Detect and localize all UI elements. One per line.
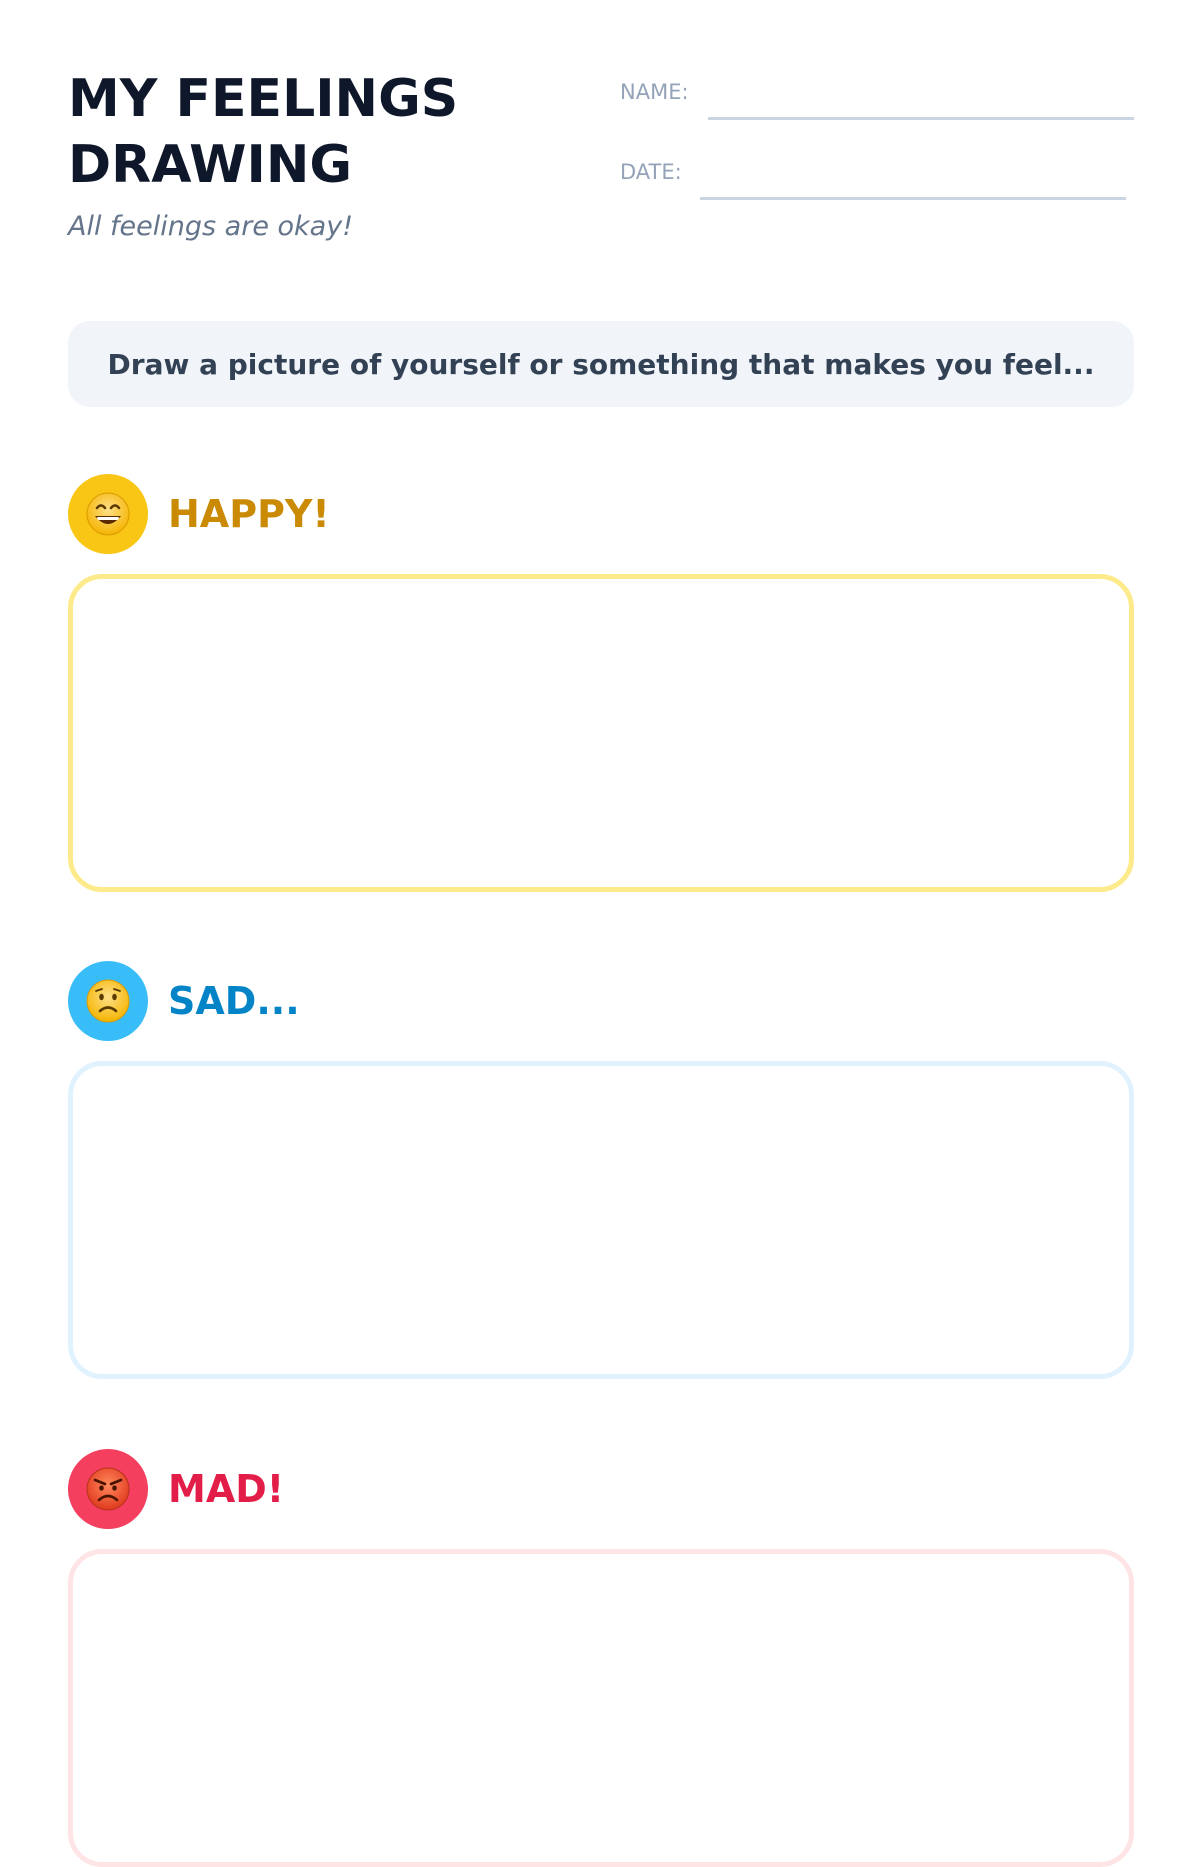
sad-section <box>68 961 1134 1041</box>
happy-header <box>68 474 1134 554</box>
grinning-face-icon <box>68 474 148 554</box>
mad-drawing-area[interactable] <box>68 1549 1134 1867</box>
instruction-banner: Draw a picture of yourself or something that makes you feel... <box>68 321 1134 407</box>
grinning-face-icon-svg <box>85 491 131 537</box>
date-label: DATE: <box>620 160 682 184</box>
angry-face-icon-svg <box>85 1466 131 1512</box>
frowning-face-icon <box>68 961 148 1041</box>
name-write-line[interactable] <box>708 117 1134 120</box>
name-field[interactable] <box>620 72 1134 120</box>
happy-drawing-area[interactable] <box>68 574 1134 892</box>
angry-face-icon <box>68 1449 148 1529</box>
mad-label: MAD! <box>168 1467 285 1511</box>
title-line-2: DRAWING <box>68 135 353 195</box>
mad-section <box>68 1449 1134 1529</box>
frowning-face-icon-svg <box>85 978 131 1024</box>
page-title <box>68 66 588 198</box>
mad-header <box>68 1449 1134 1529</box>
happy-section <box>68 474 1134 554</box>
sad-drawing-area[interactable] <box>68 1061 1134 1379</box>
name-label: NAME: <box>620 80 689 104</box>
date-write-line[interactable] <box>700 197 1126 200</box>
happy-label: HAPPY! <box>168 492 330 536</box>
title-line-1: MY FEELINGS <box>68 69 459 129</box>
page-subtitle: All feelings are okay! <box>68 211 354 242</box>
sad-label: SAD... <box>168 979 300 1023</box>
date-field[interactable] <box>620 152 1134 200</box>
sad-header <box>68 961 1134 1041</box>
